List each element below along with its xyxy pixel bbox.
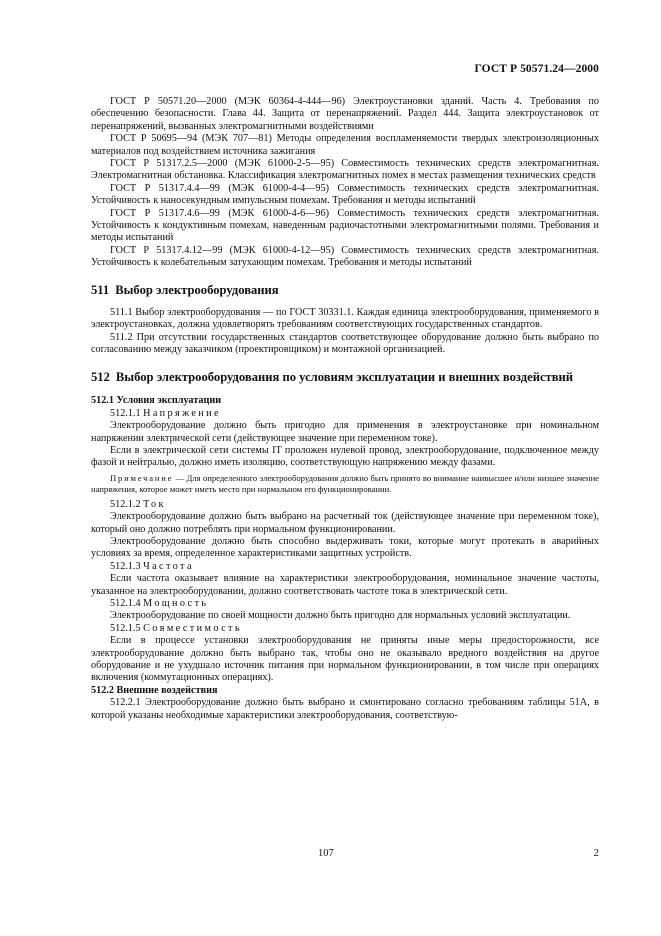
clause-512-1-3-title: [91, 561, 599, 573]
clause-511-2: 511.2 При отсутствии государственных стандартов соответствующее оборудование должно быть выбрано по согласованию между заказчиком (проектировщиком) и монтажной организацией.: [91, 331, 599, 355]
section-number: 512: [91, 370, 110, 385]
frequency-paragraph: Если частота оказывает влияние на характеристики электрооборудования, номинальное значение частоты, указанное на электрооборудовании, должно соответствовать частоте тока в электрической сети.: [91, 573, 599, 597]
clause-number: 512.1.2: [110, 498, 141, 510]
subsection-512-1-title: 512.1 Условия эксплуатации: [91, 395, 222, 407]
current-paragraph: Электрооборудование должно быть способно выдерживать токи, которые могут протекать в аварийных условиях за время, определенное характеристиками защитных устройств.: [91, 535, 599, 560]
clause-title: Совместимость: [143, 622, 242, 634]
reference-item: ГОСТ Р 51317.4.4—99 (МЭК 61000-4-4—95) Совместимость технических средств электромагнитная. Устойчивость к наносекундным импульсным помехам. Требования и методы испытаний: [91, 182, 599, 207]
clause-number: 512.1.4: [110, 598, 141, 609]
reference-item: ГОСТ Р 50695—94 (МЭК 707—81) Методы определения воспламеняемости твердых электроизоляционных материалов под воздействием источника зажигания: [91, 133, 599, 157]
subsection-512-2-title: 512.2 Внешние воздействия: [91, 684, 218, 696]
clause-number: 512.1.5: [110, 622, 141, 634]
clause-title: Ток: [143, 498, 166, 510]
normative-references: [91, 96, 599, 270]
section-number: 511: [91, 282, 110, 297]
clause-number: 512.1.3: [110, 560, 141, 572]
page-number: 107: [318, 848, 334, 859]
clause-512-1-2-title: [91, 499, 599, 511]
compatibility-paragraph: Если в процессе установки электрооборудования не приняты иные меры предосторожности, все электрооборудование должно быть выбрано так, чтобы оно не оказывало вредного воздействия на другое оборудование и не ухудшало источник питания при нормальном функционировании, в том числе при операциях включения (коммутационных операциях).: [91, 635, 599, 684]
reference-item: ГОСТ Р 50571.20—2000 (МЭК 60364-4-444—96) Электроустановки зданий. Часть 4. Требования по обеспечению безопасности. Глава 44. Защита от перенапряжений. Раздел 444. Защита электроустановок от перенапряжений, вызванных электромагнитными воздействиями: [91, 96, 599, 132]
clause-title: Частота: [143, 560, 194, 572]
clause-number: 512.1.1: [110, 407, 141, 419]
voltage-paragraph: Электрооборудование должно быть пригодно для применения в электроустановке при номинальном напряжении электрической сети (действующее значение при переменном токе).: [91, 420, 599, 444]
clause-511-1: 511.1 Выбор электрооборудования — по ГОСТ 30331.1. Каждая единица электрооборудования, применяемого в электроустановках, должна удовлетворять требованиям соответствующих государственных стандартов.: [91, 306, 599, 331]
note-label: Примечание: [110, 472, 174, 483]
reference-item: ГОСТ Р 51317.4.12—99 (МЭК 61000-4-12—95) Совместимость технических средств электромагнитная. Устойчивость к колебательным затухающим помехам. Требования и методы испытаний: [91, 244, 599, 269]
section-title: Выбор электрооборудования: [115, 282, 279, 297]
note: [91, 473, 599, 496]
reference-item: ГОСТ Р 51317.4.6—99 (МЭК 61000-4-6—96) Совместимость технических средств электромагнитная. Устойчивость к кондуктивным помехам, наведенным радиочастотными электромагнитными полями. Требования и методы испытаний: [91, 207, 599, 244]
current-paragraph: Электрооборудование должно быть выбрано на расчетный ток (действующее значение при переменном токе), который оно должно потреблять при нормальном функционировании.: [91, 511, 599, 535]
section-512-heading: [91, 370, 599, 385]
power-paragraph: Электрооборудование по своей мощности должно быть пригодно для нормальных условий эксплуатации.: [110, 610, 571, 622]
page-content: [91, 96, 599, 722]
section-511-heading: [91, 283, 599, 298]
clause-512-1-1-title: [91, 408, 599, 420]
reference-item: ГОСТ Р 51317.2.5—2000 (МЭК 61000-2-5—95) Совместимость технических средств электромагнитная. Электромагнитная обстановка. Классификация электромагнитных помех в местах размещения технических средств: [91, 158, 599, 182]
clause-title: Мощность: [143, 598, 209, 609]
clause-512-2-1: 512.2.1 Электрооборудование должно быть выбрано и смонтировано согласно требованиям таблицы 51А, в которой указаны необходимые характеристики электрооборудования, соответствую-: [91, 697, 599, 721]
document-header: ГОСТ Р 50571.24—2000: [474, 63, 599, 75]
sheet-number: 2: [593, 848, 599, 859]
clause-title: Напряжение: [143, 407, 221, 419]
clause-512-1-5-title: [91, 623, 599, 635]
section-title: Выбор электрооборудования по условиям эксплуатации и внешних воздействий: [115, 370, 574, 385]
clause-512-1-4-title: [91, 598, 599, 610]
voltage-paragraph: Если в электрической сети системы IT проложен нулевой провод, электрооборудование, подключенное между фазой и нейтралью, должно иметь изоляцию, соответствующую напряжению между фазами.: [91, 444, 599, 469]
note-text: — Для определенного электрооборудования должно быть принято во внимание наивысшее и/или низшее значение напряжения, которое может иметь место при нормальном его функционировании.: [91, 472, 599, 495]
